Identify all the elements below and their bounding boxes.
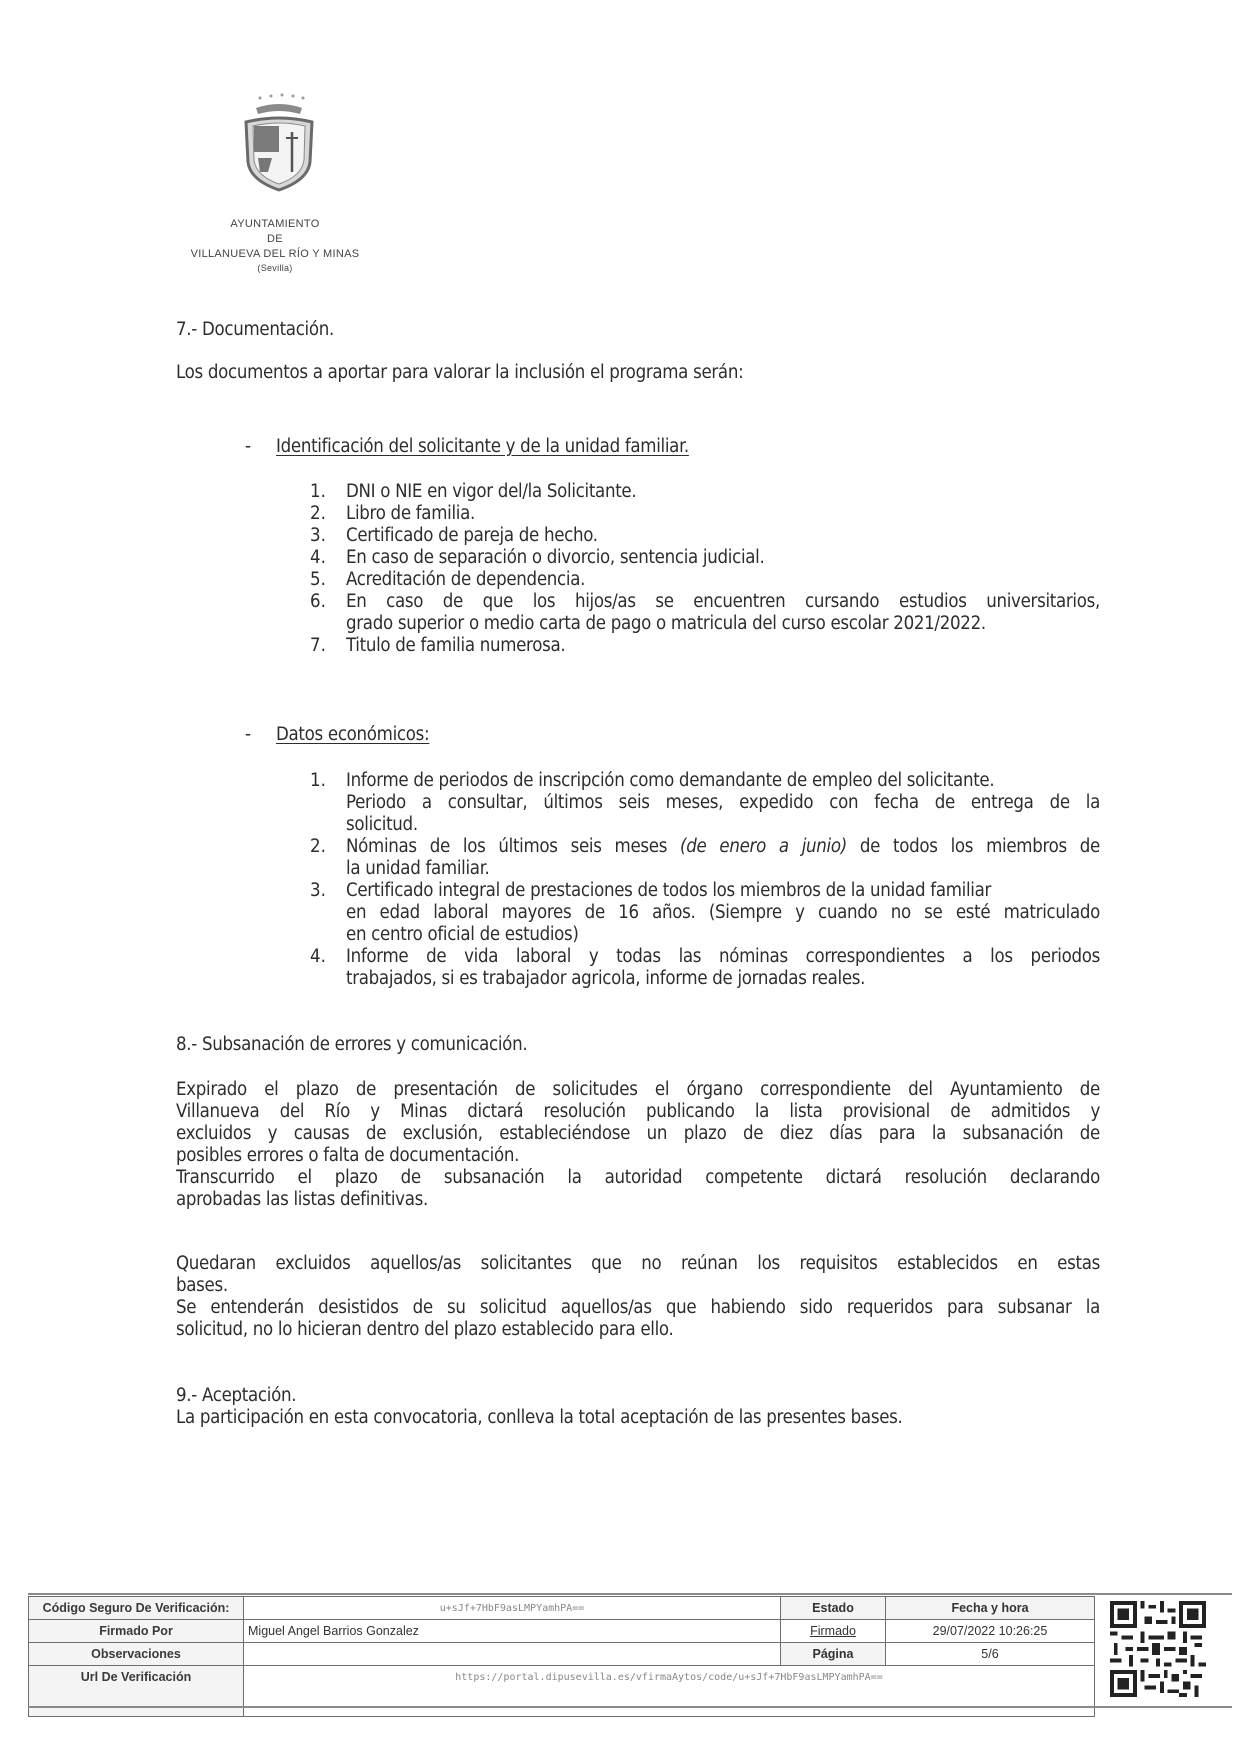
list-item: Titulo de familia numerosa. [346,635,566,656]
paragraph-line: Transcurrido el plazo de subsanación la autoridad competente dictará resolución declarando [176,1167,1100,1188]
list-item-continuation: Periodo a consultar, últimos seis meses, expedido con fecha de entrega de la [346,792,1100,813]
list-item: DNI o NIE en vigor del/la Solicitante. [346,481,637,502]
italic-text: (de enero a junio) [680,836,847,857]
section7-intro: Los documentos a aportar para valorar la inclusión el programa serán: [176,362,744,383]
list-item-number: 2. [310,503,326,524]
org-name-line3: VILLANUEVA DEL RÍO Y MINAS [190,248,360,260]
list-item-number: 3. [310,880,326,901]
fecha-label: Fecha y hora [886,1597,1095,1620]
list-item-number: 2. [310,836,326,857]
paragraph-line: Expirado el plazo de presentación de solicitudes el órgano correspondiente del Ayuntamiento de [176,1079,1100,1100]
paragraph-line: aprobadas las listas definitivas. [176,1189,428,1210]
pagina-label: Página [781,1643,886,1666]
paragraph-line: posibles errores o falta de documentación. [176,1145,520,1166]
list-item-number: 4. [310,946,326,967]
list-item: Informe de vida laboral y todas las nóminas correspondientes a los periodos [346,946,1100,967]
section8-heading: 8.- Subsanación de errores y comunicación. [176,1034,528,1055]
observaciones-value [244,1643,781,1666]
list-item-number: 5. [310,569,326,590]
paragraph-line: solicitud, no lo hicieran dentro del plazo establecido para ello. [176,1319,674,1340]
list-item: En caso de que los hijos/as se encuentren cursando estudios universitarios, [346,591,1100,612]
list-item: En caso de separación o divorcio, sentencia judicial. [346,547,765,568]
firmado-por-label: Firmado Por [29,1620,244,1643]
paragraph-line: bases. [176,1275,228,1296]
list-item-continuation: solicitud. [346,814,418,835]
list-item-number: 7. [310,635,326,656]
csv-label: Código Seguro De Verificación: [29,1597,244,1620]
paragraph-line: Se entenderán desistidos de su solicitud aquellos/as que habiendo sido requeridos para subsanar la [176,1297,1100,1318]
observaciones-label: Observaciones [29,1643,244,1666]
paragraph-line: excluidos y causas de exclusión, estableciéndose un plazo de diez días para la subsanación de [176,1123,1100,1144]
estado-label: Estado [781,1597,886,1620]
section7-heading: 7.- Documentación. [176,319,334,340]
text-segment: de todos los miembros de [846,836,1101,857]
pagina-value: 5/6 [886,1643,1095,1666]
table-row [29,1620,1095,1643]
estado-value: Firmado [781,1620,886,1643]
list-item-number: 6. [310,591,326,612]
section9-text: La participación en esta convocatoria, conlleva la total aceptación de las presentes bases. [176,1407,903,1428]
list-item [346,837,1100,857]
text-segment: Nóminas de los últimos seis meses [346,836,681,857]
list-item-continuation: en centro oficial de estudios) [346,924,579,945]
identification-heading: Identificación del solicitante y de la unidad familiar. [276,436,689,457]
coat-of-arms-icon [238,92,320,194]
url-label: Url De Verificación [29,1666,244,1717]
list-item-continuation: grado superior o medio carta de pago o matricula del curso escolar 2021/2022. [346,613,986,634]
list-item-number: 3. [310,525,326,546]
list-item-continuation: la unidad familiar. [346,858,490,879]
table-row [29,1597,1095,1620]
verification-url-link[interactable]: https://portal.dipusevilla.es/vfirmaAytos/code/u+sJf+7HbF9asLMPYamhPA== [244,1666,1095,1717]
section9-heading: 9.- Aceptación. [176,1385,297,1406]
list-item: Acreditación de dependencia. [346,569,586,590]
table-row [29,1643,1095,1666]
list-item-number: 1. [310,481,326,502]
signature-table [28,1596,1095,1717]
list-item: Libro de familia. [346,503,475,524]
csv-value: u+sJf+7HbF9asLMPYamhPA== [244,1597,781,1620]
table-row [29,1666,1095,1717]
org-name-line1: AYUNTAMIENTO [230,218,320,230]
fecha-value: 29/07/2022 10:26:25 [886,1620,1095,1643]
bullet: - [245,436,251,457]
bullet: - [245,724,251,745]
list-item-continuation: trabajados, si es trabajador agricola, informe de jornadas reales. [346,968,866,989]
org-name-line4: (Sevilla) [257,263,293,273]
footer-bottom-rule [28,1706,1232,1708]
qr-code-icon [1110,1601,1206,1697]
paragraph-line: Villanueva del Río y Minas dictará resolución publicando la lista provisional de admitidos y [176,1101,1100,1122]
economic-heading: Datos económicos: [276,724,430,745]
list-item: Informe de periodos de inscripción como demandante de empleo del solicitante. [346,770,995,791]
list-item: Certificado integral de prestaciones de todos los miembros de la unidad familiar [346,880,992,901]
list-item-number: 4. [310,547,326,568]
footer-top-rule [28,1593,1232,1595]
firmado-por-value: Miguel Angel Barrios Gonzalez [244,1620,781,1643]
org-name-line2: DE [267,233,283,245]
paragraph-line: Quedaran excluidos aquellos/as solicitantes que no reúnan los requisitos establecidos en estas [176,1253,1100,1274]
list-item-continuation: en edad laboral mayores de 16 años. (Siempre y cuando no se esté matriculado [346,902,1100,923]
list-item-number: 1. [310,770,326,791]
list-item: Certificado de pareja de hecho. [346,525,598,546]
